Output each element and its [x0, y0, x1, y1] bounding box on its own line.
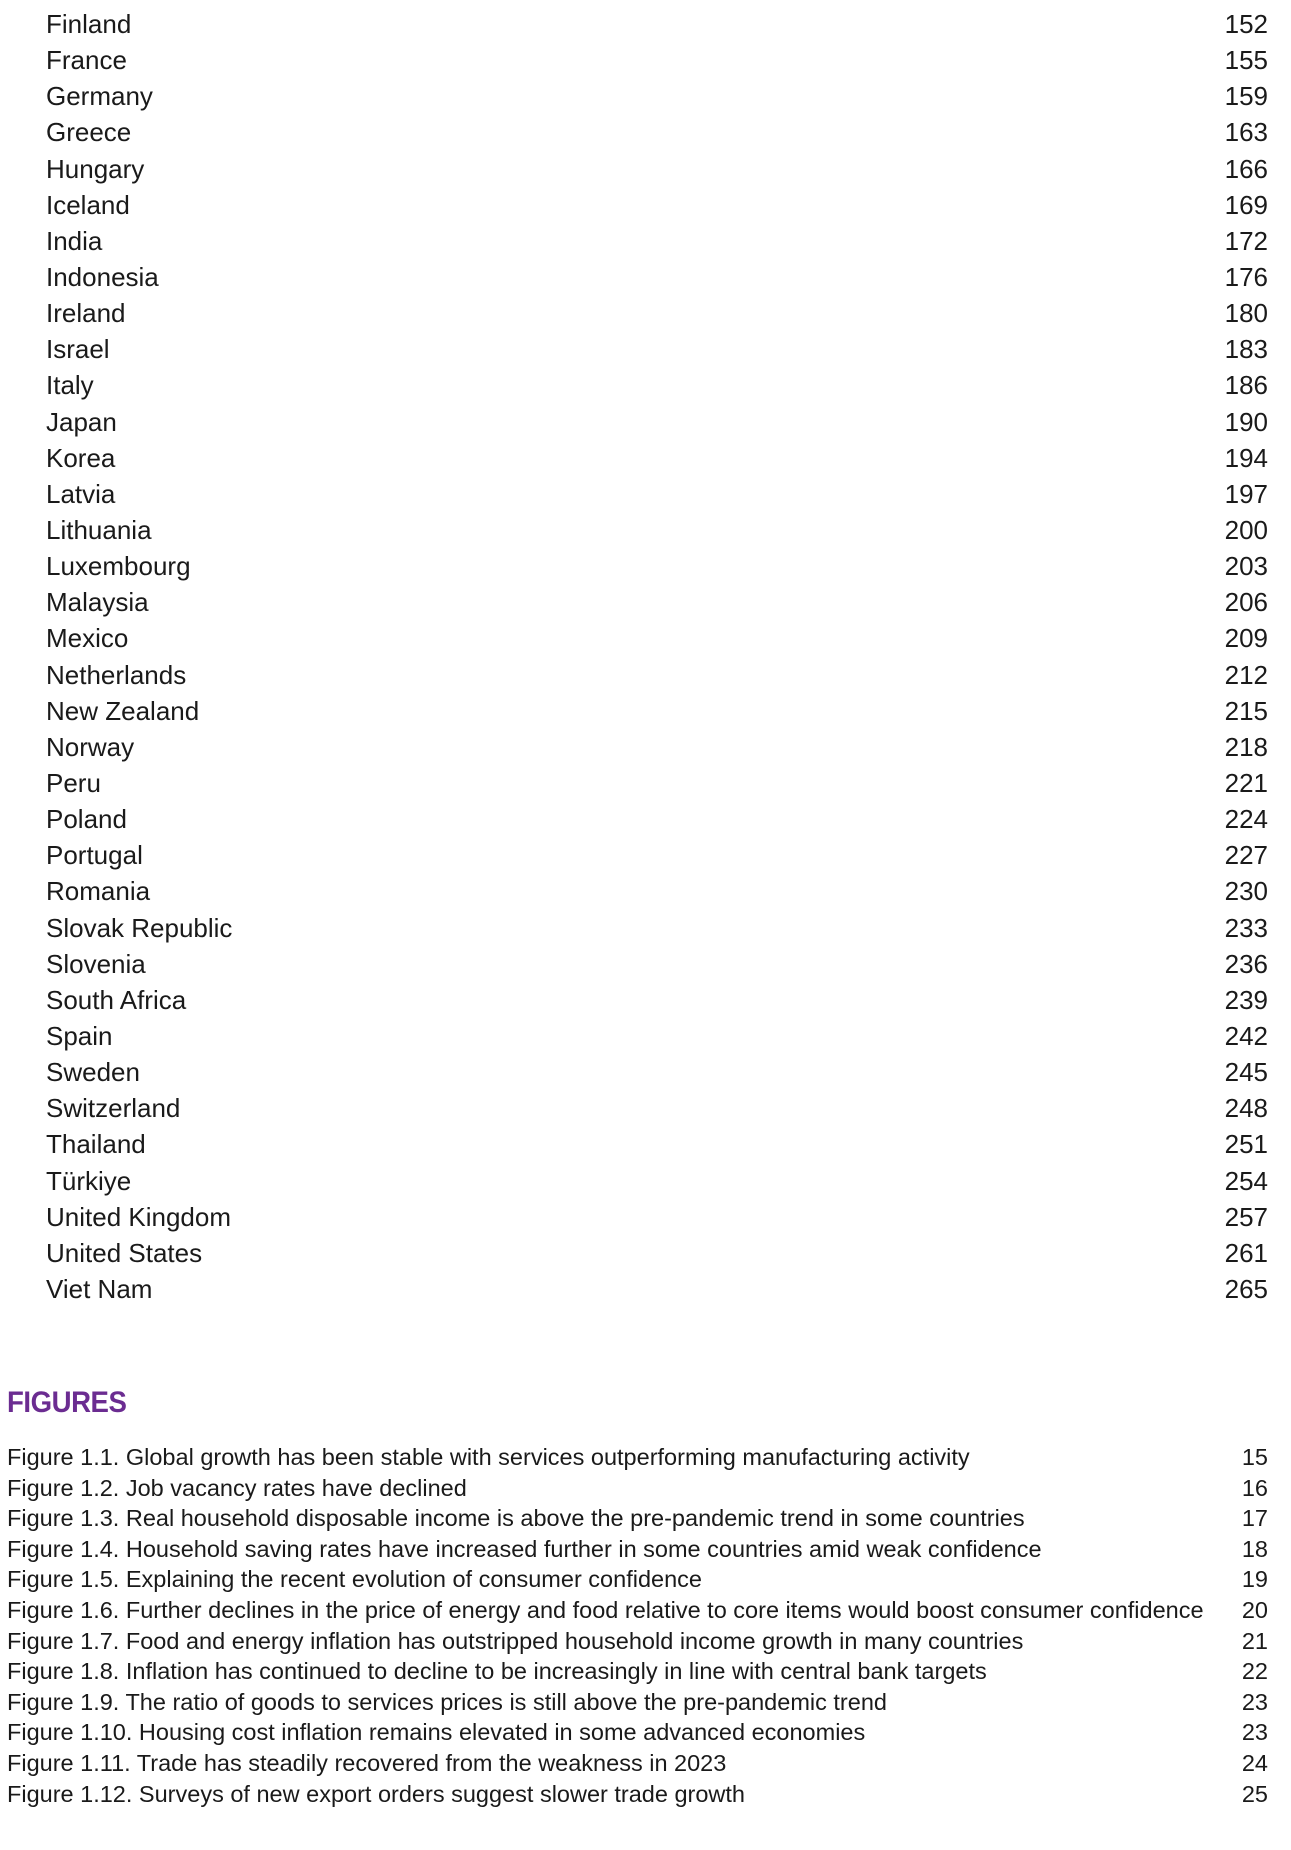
toc-entry-page: 254: [1224, 1165, 1268, 1196]
toc-entry-figure[interactable]: [7, 1626, 1268, 1657]
toc-entry-country[interactable]: [46, 765, 1268, 801]
toc-entry-page: 218: [1224, 731, 1268, 762]
toc-entry-figure[interactable]: [7, 1748, 1268, 1779]
toc-entry-figure[interactable]: [7, 1534, 1268, 1565]
toc-entry-figure[interactable]: [7, 1779, 1268, 1810]
toc-entry-page: 203: [1224, 551, 1268, 582]
figure-page: 19: [1241, 1566, 1268, 1593]
toc-entry-figure[interactable]: [7, 1595, 1268, 1626]
toc-entry-country[interactable]: [46, 476, 1268, 512]
figure-title: Figure 1.8. Inflation has continued to decline to be increasingly in line with central bank targets: [7, 1658, 987, 1685]
toc-entry-title: Netherlands: [46, 659, 187, 690]
toc-entry-title: Thailand: [46, 1129, 146, 1160]
toc-entry-page: 152: [1224, 9, 1268, 39]
toc-entry-country[interactable]: [46, 404, 1268, 440]
toc-entry-title: United States: [46, 1237, 203, 1268]
toc-entry-title: Malaysia: [46, 587, 149, 618]
toc-entry-title: Greece: [46, 117, 132, 148]
toc-entry-title: Korea: [46, 442, 116, 473]
toc-entry-page: 261: [1224, 1237, 1268, 1268]
figure-page: 25: [1241, 1780, 1268, 1807]
figure-page: 24: [1241, 1749, 1268, 1776]
toc-entry-page: 209: [1224, 623, 1268, 654]
toc-entry-title: South Africa: [46, 984, 187, 1015]
figure-page: 18: [1241, 1535, 1268, 1562]
toc-entry-title: Poland: [46, 804, 127, 835]
toc-entry-page: 215: [1224, 695, 1268, 726]
toc-entry-title: Japan: [46, 406, 117, 437]
figure-page: 21: [1241, 1627, 1268, 1654]
toc-entry-title: Hungary: [46, 153, 145, 184]
figure-page: 16: [1241, 1474, 1268, 1501]
toc-entry-country[interactable]: [46, 1271, 1268, 1307]
toc-entry-country[interactable]: [46, 1199, 1268, 1235]
toc-entry-page: 190: [1224, 406, 1268, 437]
figure-title: Figure 1.9. The ratio of goods to services prices is still above the pre-pandemic trend: [7, 1688, 887, 1715]
figure-page: 22: [1241, 1658, 1268, 1685]
figure-list: [7, 1442, 1268, 1809]
toc-entry-country[interactable]: [46, 548, 1268, 584]
toc-entry-country[interactable]: [46, 657, 1268, 693]
toc-entry-country[interactable]: [46, 982, 1268, 1018]
toc-entry-title: Luxembourg: [46, 551, 191, 582]
figure-page: 23: [1241, 1719, 1268, 1746]
toc-entry-page: 239: [1224, 984, 1268, 1015]
toc-entry-page: 242: [1224, 1020, 1268, 1051]
toc-entry-title: Spain: [46, 1020, 113, 1051]
figures-heading: FIGURES: [7, 1386, 127, 1419]
toc-entry-page: 248: [1224, 1093, 1268, 1124]
toc-entry-title: Finland: [46, 9, 132, 39]
toc-entry-country[interactable]: [46, 223, 1268, 259]
toc-entry-figure[interactable]: [7, 1717, 1268, 1748]
toc-entry-country[interactable]: [46, 295, 1268, 331]
toc-entry-country[interactable]: [46, 729, 1268, 765]
figure-page: 17: [1241, 1505, 1268, 1532]
figure-title: Figure 1.12. Surveys of new export orders suggest slower trade growth: [7, 1780, 746, 1807]
toc-entry-title: Portugal: [46, 840, 143, 871]
toc-entry-title: Slovak Republic: [46, 912, 233, 943]
toc-entry-country[interactable]: [46, 1163, 1268, 1199]
toc-entry-country[interactable]: [46, 512, 1268, 548]
toc-entry-page: 233: [1224, 912, 1268, 943]
toc-entry-figure[interactable]: [7, 1503, 1268, 1534]
toc-entry-country[interactable]: [46, 1018, 1268, 1054]
toc-entry-title: Lithuania: [46, 514, 152, 545]
toc-entry-page: 212: [1224, 659, 1268, 690]
toc-entry-page: 236: [1224, 948, 1268, 979]
toc-entry-title: Peru: [46, 767, 101, 798]
toc-entry-page: 221: [1224, 767, 1268, 798]
toc-entry-title: Romania: [46, 876, 151, 907]
toc-entry-country[interactable]: [46, 367, 1268, 403]
toc-entry-title: Italy: [46, 370, 94, 401]
toc-entry-figure[interactable]: [7, 1564, 1268, 1595]
figure-title: Figure 1.10. Housing cost inflation remains elevated in some advanced economies: [7, 1719, 866, 1746]
toc-entry-country[interactable]: [46, 78, 1268, 114]
toc-entry-country[interactable]: [46, 331, 1268, 367]
toc-entry-country[interactable]: [46, 42, 1268, 78]
toc-entry-title: New Zealand: [46, 695, 200, 726]
toc-entry-country[interactable]: [46, 151, 1268, 187]
toc-entry-page: 180: [1224, 298, 1268, 329]
toc-entry-title: Latvia: [46, 478, 116, 509]
toc-entry-title: France: [46, 45, 127, 76]
toc-entry-page: 200: [1224, 514, 1268, 545]
toc-entry-page: 194: [1224, 442, 1268, 473]
toc-entry-page: 163: [1224, 117, 1268, 148]
toc-entry-page: 224: [1224, 804, 1268, 835]
toc-entry-title: Ireland: [46, 298, 126, 329]
toc-entry-title: Slovenia: [46, 948, 146, 979]
toc-entry-title: Türkiye: [46, 1165, 132, 1196]
toc-entry-title: Mexico: [46, 623, 129, 654]
toc-entry-page: 197: [1224, 478, 1268, 509]
figure-page: 15: [1241, 1444, 1268, 1470]
toc-entry-country[interactable]: [46, 873, 1268, 909]
toc-entry-country[interactable]: [46, 946, 1268, 982]
toc-entry-title: United Kingdom: [46, 1201, 231, 1232]
toc-entry-country[interactable]: [46, 114, 1268, 150]
figure-title: Figure 1.11. Trade has steadily recovered from the weakness in 2023: [7, 1749, 727, 1776]
toc-entry-figure[interactable]: [7, 1442, 1268, 1473]
toc-entry-page: 159: [1224, 81, 1268, 112]
toc-entry-country[interactable]: [46, 620, 1268, 656]
figure-page: 23: [1241, 1688, 1268, 1715]
toc-entry-page: 230: [1224, 876, 1268, 907]
figure-title: Figure 1.6. Further declines in the price of energy and food relative to core items would boost consumer confidence: [7, 1596, 1204, 1623]
toc-entry-page: 227: [1224, 840, 1268, 871]
toc-entry-page: 183: [1224, 334, 1268, 365]
figure-page: 20: [1241, 1596, 1268, 1623]
toc-entry-title: Sweden: [46, 1057, 140, 1088]
toc-entry-title: Viet Nam: [46, 1273, 153, 1304]
toc-entry-country[interactable]: [46, 910, 1268, 946]
country-list: [46, 6, 1268, 1307]
toc-entry-page: 166: [1224, 153, 1268, 184]
figure-title: Figure 1.4. Household saving rates have increased further in some countries amid weak confidence: [7, 1535, 1042, 1562]
toc-entry-country[interactable]: [46, 6, 1268, 42]
figure-title: Figure 1.2. Job vacancy rates have declined: [7, 1474, 467, 1501]
toc-entry-title: Switzerland: [46, 1093, 181, 1124]
toc-entry-figure[interactable]: [7, 1656, 1268, 1687]
toc-entry-country[interactable]: [46, 1054, 1268, 1090]
toc-entry-country[interactable]: [46, 259, 1268, 295]
toc-entry-title: Indonesia: [46, 261, 159, 292]
toc-entry-country[interactable]: [46, 801, 1268, 837]
toc-entry-country[interactable]: [46, 584, 1268, 620]
toc-entry-title: India: [46, 225, 103, 256]
toc-entry-page: 245: [1224, 1057, 1268, 1088]
figure-title: Figure 1.5. Explaining the recent evolution of consumer confidence: [7, 1566, 702, 1593]
toc-entry-figure[interactable]: [7, 1687, 1268, 1718]
toc-entry-title: Israel: [46, 334, 110, 365]
toc-entry-country[interactable]: [46, 440, 1268, 476]
toc-entry-title: Germany: [46, 81, 153, 112]
toc-entry-title: Iceland: [46, 189, 130, 220]
toc-entry-page: 169: [1224, 189, 1268, 220]
toc-entry-page: 265: [1224, 1273, 1268, 1304]
toc-entry-page: 206: [1224, 587, 1268, 618]
toc-entry-country[interactable]: [46, 1235, 1268, 1271]
figure-title: Figure 1.3. Real household disposable income is above the pre-pandemic trend in some countries: [7, 1505, 1025, 1532]
toc-entry-country[interactable]: [46, 1090, 1268, 1126]
toc-entry-title: Norway: [46, 731, 135, 762]
toc-entry-page: 176: [1224, 261, 1268, 292]
toc-entry-page: 155: [1224, 45, 1268, 76]
figure-title: Figure 1.7. Food and energy inflation has outstripped household income growth in many countries: [7, 1627, 1024, 1654]
toc-entry-page: 257: [1224, 1201, 1268, 1232]
toc-entry-figure[interactable]: [7, 1473, 1268, 1504]
toc-entry-page: 172: [1224, 225, 1268, 256]
toc-entry-country[interactable]: [46, 837, 1268, 873]
toc-entry-country[interactable]: [46, 1126, 1268, 1162]
toc-entry-page: 251: [1224, 1129, 1268, 1160]
figure-title: Figure 1.1. Global growth has been stable with services outperforming manufacturing activity: [7, 1444, 970, 1470]
toc-entry-country[interactable]: [46, 187, 1268, 223]
toc-entry-country[interactable]: [46, 693, 1268, 729]
toc-entry-page: 186: [1224, 370, 1268, 401]
